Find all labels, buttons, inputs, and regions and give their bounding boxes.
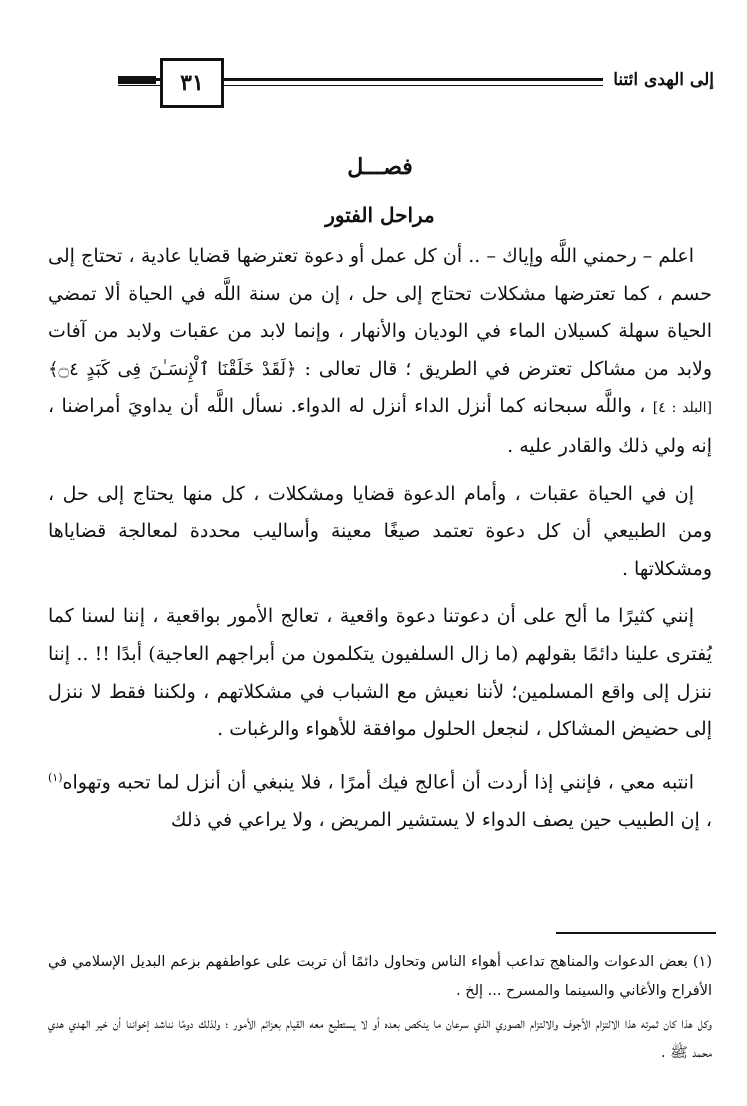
- paragraph-4: [48, 759, 712, 840]
- page-number: ٣١: [160, 58, 224, 108]
- page-body: [48, 146, 712, 849]
- paragraph-3: إنني كثيرًا ما ألح على أن دعوتنا دعوة واقعية ، تعالج الأمور بواقعية ، إننا لسنا كما يُفترى علينا دائمًا بقولهم (ما زال السلفيون يتكلمون من أبراجهم العاجية) أبدًا !! .. إننا ننزل إلى واقع المسلمين؛ لأننا نعيش مع الشباب في مشكلاتهم ، ولكننا فقط لا ننزل إلى حضيض المشاكل ، لنجعل الحلول موافقة للأهواء والرغبات .: [48, 605, 712, 741]
- section-subheading: مراحل الفتور: [325, 203, 435, 227]
- paragraph-1: [48, 238, 712, 466]
- paragraph-text: اعلم – رحمني اللَّه وإياك – .. أن كل عمل أو دعوة تعترضها قضايا عادية ، تحتاج إلى حسم ، كما تعترضها مشكلات تحتاج إلى حل ، إن من سنة اللَّه في الحياة ألا تمضي الحياة سهلة كسيلان الماء في الوديان والأنهار ، وإنما لابد من عقبات ولابد من آفات ولابد من مشاكل تعترض في الطريق ؛ قال تعالى :: [48, 245, 713, 380]
- footnote-separator: [556, 932, 716, 934]
- footnote-reference[interactable]: (١): [48, 770, 63, 784]
- section-heading: فصـــل: [347, 154, 413, 180]
- footnotes: [48, 948, 712, 1072]
- paragraph-text: ، واللَّه سبحانه كما أنزل الداء أنزل له الدواء. نسأل اللَّه أن يداويَ أمراضنا ، إنه ولي ذلك والقادر عليه .: [48, 395, 712, 457]
- paragraph-text: ، إن الطبيب حين يصف الدواء لا يستشير المريض ، ولا يراعي في ذلك: [170, 808, 712, 831]
- footnote-1-continued: وكل هذا كان ثمرته هذا الالتزام الأجوف والالتزام الصوري الذي سرعان ما ينكص بعده أو لا يستطيع معه القيام بعزائم الأمور ؛ ولذلك دومًا نناشد إخواننا أن خير الهدي هدي محمد ﷺ .: [48, 1016, 712, 1061]
- page-header: [118, 58, 714, 106]
- paragraph-2: إن في الحياة عقبات ، وأمام الدعوة قضايا ومشكلات ، كل منها يحتاج إلى حل ، ومن الطبيعي أن كل دعوة تعتمد صيغًا معينة وأساليب محددة لمعالجة قضاياها ومشكلاتها .: [48, 482, 712, 580]
- header-rule-end: [118, 76, 156, 84]
- verse-citation: [البلد : ٤]: [652, 400, 712, 417]
- footnote-1: (١) بعض الدعوات والمناهج تداعب أهواء الناس وتحاول دائمًا أن تربت على عواطفهم بزعم البديل الإسلامي في الأفراح والأغاني والسينما والمسرح ... إلخ .: [48, 954, 712, 999]
- quran-verse: ﴿لَقَدْ خَلَقْنَا ٱلْإِنسَـٰنَ فِى كَبَدٍ ۝٤﴾: [48, 358, 297, 380]
- paragraph-text: انتبه معي ، فإنني إذا أردت أن أعالج فيك أمرًا ، فلا ينبغي أن أنزل لما تحبه وتهواه: [62, 771, 694, 794]
- running-title: إلى الهدى ائتنا: [603, 66, 714, 94]
